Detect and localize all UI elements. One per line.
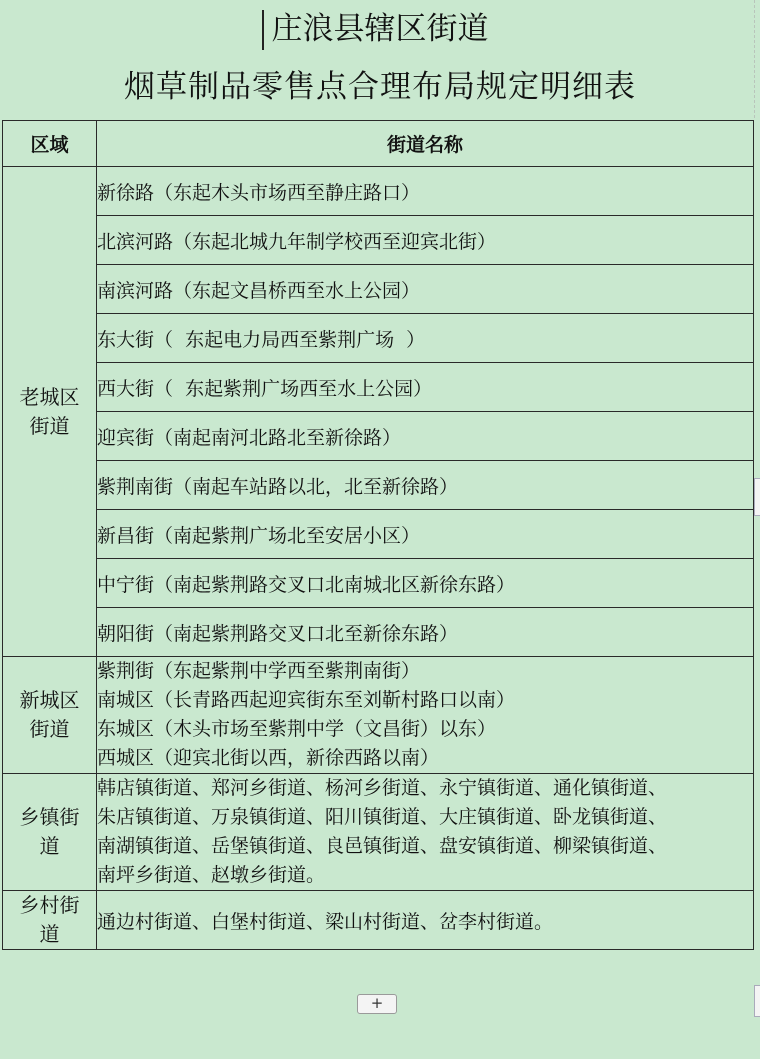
document-title-line1: 庄浪县辖区街道: [271, 11, 489, 47]
street-cell: 北滨河路（东起北城九年制学校西至迎宾北街）: [97, 216, 754, 265]
street-line: 紫荆街（东起紫荆中学西至紫荆南街）: [97, 660, 421, 682]
street-cell: 紫荆南街（南起车站路以北，北至新徐路）: [97, 461, 754, 510]
region-label: 乡村街: [19, 893, 80, 917]
table-row: [3, 559, 754, 608]
street-cell: 南滨河路（东起文昌桥西至水上公园）: [97, 265, 754, 314]
region-label: 乡镇街: [19, 805, 80, 829]
side-scroll-tab-bottom[interactable]: [754, 985, 760, 1017]
region-label: 老城区: [19, 384, 80, 409]
table-row: [3, 891, 754, 950]
add-row-button[interactable]: +: [357, 994, 397, 1014]
table-row: [3, 167, 754, 216]
table-row: [3, 363, 754, 412]
table-row: [3, 314, 754, 363]
street-line: 南湖镇街道、岳堡镇街道、良邑镇街道、盘安镇街道、柳梁镇街道、: [97, 835, 668, 857]
table-row: [3, 265, 754, 314]
street-cell: 朝阳街（南起紫荆路交叉口北至新徐东路）: [97, 608, 754, 657]
table-header-row: [3, 121, 754, 167]
region-label: 道: [39, 922, 60, 946]
table-row: [3, 412, 754, 461]
side-scroll-tab[interactable]: [754, 478, 760, 516]
street-line: 朱店镇街道、万泉镇街道、阳川镇街道、大庄镇街道、卧龙镇街道、: [97, 806, 668, 828]
retail-layout-table: [2, 120, 754, 950]
street-line: 西城区（迎宾北街以西，新徐西路以南）: [97, 747, 440, 769]
region-label: 道: [39, 834, 60, 858]
table-row: [3, 657, 754, 774]
table-row: [3, 608, 754, 657]
region-label: 街道: [29, 413, 70, 438]
region-old-city: [3, 167, 97, 657]
header-region: 区域: [3, 121, 97, 167]
street-cell: 中宁街（南起紫荆路交叉口北南城北区新徐东路）: [97, 559, 754, 608]
street-cell: 新昌街（南起紫荆广场北至安居小区）: [97, 510, 754, 559]
region-new-city: [3, 657, 97, 774]
page-margin-guide: [754, 0, 755, 118]
towns-streets-cell: [97, 774, 754, 891]
street-line: 东城区（木头市场至紫荆中学（文昌街）以东）: [97, 718, 497, 740]
street-cell: 迎宾街（南起南河北路北至新徐路）: [97, 412, 754, 461]
street-cell: 西大街（ 东起紫荆广场西至水上公园）: [97, 363, 754, 412]
header-street-name: 街道名称: [97, 121, 754, 167]
street-line: 南坪乡街道、赵墩乡街道。: [97, 864, 326, 886]
region-label: 新城区: [19, 688, 80, 712]
table-row: [3, 461, 754, 510]
street-line: 南城区（长青路西起迎宾街东至刘靳村路口以南）: [97, 689, 516, 711]
region-label: 街道: [29, 717, 70, 741]
street-cell: 新徐路（东起木头市场西至静庄路口）: [97, 167, 754, 216]
new-city-streets-cell: [97, 657, 754, 774]
villages-streets-cell: 通边村街道、白堡村街道、梁山村街道、岔李村街道。: [97, 891, 754, 950]
street-line: 韩店镇街道、郑河乡街道、杨河乡街道、永宁镇街道、通化镇街道、: [97, 777, 668, 799]
table-row: [3, 216, 754, 265]
table-row: [3, 510, 754, 559]
text-cursor: [262, 10, 264, 50]
document-title-line2: 烟草制品零售点合理布局规定明细表: [124, 69, 636, 105]
street-cell: 东大街（ 东起电力局西至紫荆广场 ）: [97, 314, 754, 363]
table-row: [3, 774, 754, 891]
region-towns: [3, 774, 97, 891]
region-villages: [3, 891, 97, 950]
